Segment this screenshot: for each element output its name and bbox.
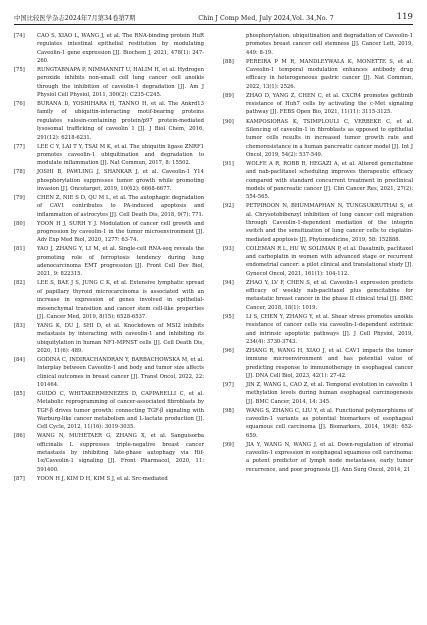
reference-number: [85] xyxy=(14,391,25,397)
reference-item xyxy=(14,32,204,65)
reference-number: [75] xyxy=(14,67,25,74)
references-right-column xyxy=(223,32,413,623)
page-number: 119 xyxy=(396,12,413,22)
references-left-column xyxy=(14,32,204,623)
reference-text: ZHANG R, WANG H, XIAO J, et al. CAV1 impacts the tumor immune microenvironment and has potential value of predicting response to immunotherapy in esophageal cancer [J]. DNA Cell Biol, 2023, 42(1): 27-42. xyxy=(246,347,413,379)
reference-number: [82] xyxy=(14,280,25,287)
reference-number: [97] xyxy=(223,381,234,388)
reference-number: [79] xyxy=(14,194,25,201)
journal-issue-cn: 2024年7月第34卷第7期 xyxy=(64,15,136,22)
reference-item xyxy=(14,194,204,219)
reference-text: phosphorylation, ubiquitination and degradation of Caveolin-1 promotes breast cancer cell stemness [J]. Cancer Lett, 2019, 449: 8-19. xyxy=(246,33,413,56)
reference-item xyxy=(223,58,413,91)
reference-text: JIN Z, WANG L, CAO Z, et al. Temporal evolution in caveolin 1 methylation levels during human esophageal carcinogenesis [J]. BMC Cancer, 2014, 14: 345. xyxy=(246,381,413,405)
reference-item xyxy=(14,100,204,142)
reference-text: GUIDO C, WHITAKERMENEZES D, CAPPARELLI C, et al. Metabolic reprogramming of cancer-associated fibroblasts by TGF-β drives tumor growth: connecting TGF-β signaling with Warburg-like cancer metabolism and L-lactate production [J]. Cell Cycle, 2012, 11(16): 3019-3035. xyxy=(37,391,204,431)
reference-item xyxy=(223,245,413,278)
reference-number: [80] xyxy=(14,220,25,227)
reference-text: WANG N, MUHETAER G, ZHANG X, et al. Sanguisorba officinalis L suppresses triple-negative breast cancer metastasis by inhibiting late-phase autophagy via Hif-1α/Caveolin-1 signaling [J]. Front Pharmacol, 2020, 11: 591400. xyxy=(37,433,204,473)
reference-number: [90] xyxy=(223,118,234,125)
reference-number: [99] xyxy=(223,441,234,448)
reference-item xyxy=(223,381,413,406)
reference-text: YOON H J, SURH Y J. Modulation of cancer cell growth and progression by caveolin-1 in the tumor microenvironment [J]. Adv Exp Med Biol, 2020, 1277: 63-74. xyxy=(37,220,204,244)
reference-item xyxy=(14,356,204,389)
reference-item xyxy=(14,168,204,193)
reference-number: [88] xyxy=(223,58,234,65)
reference-item xyxy=(223,279,413,312)
reference-item xyxy=(14,220,204,245)
reference-number: [77] xyxy=(14,143,25,150)
reference-number xyxy=(223,32,246,57)
reference-item xyxy=(14,390,204,432)
reference-text: LI S, CHEN Y, ZHANG Y, et al. Shear stress promotes anoikis resistance of cancer cells via caveolin-1-dependent extrinsic and intrinsic apoptotic pathways [J]. J Cell Physiol, 2019, 234(4): 3730-3743. xyxy=(246,313,413,345)
reference-text: WOLFE A R, ROBB R, HEGAZI A, et al. Altered gemcitabine and nab-paclitaxel scheduling improves therapeutic efficacy compared with standard concurrent treatment in preclinical models of pancreatic cancer [J]. Clin Cancer Res, 2021, 27(2): 554-565. xyxy=(246,160,413,201)
reference-text: LEE S, BAE J S, JUNG C K, et al. Extensive lymphatic spread of papillary thyroid microcarcinoma is associated with an increase in expression of genes involved in epithelial-mesenchymal transition and cancer stem cell-like properties [J]. Cancer Med, 2019, 8(15): 6528-6537. xyxy=(37,280,204,320)
reference-text: ZHAO D, YANG Z, CHEN C, et al. CXCR4 promotes gefitinib resistance of Huh7 cells by activating the c-Met signaling pathway [J]. FEBS Open Bio, 2021, 11(11): 3115-3125. xyxy=(246,92,413,116)
reference-number: [92] xyxy=(223,203,234,210)
reference-item xyxy=(223,118,413,160)
reference-text: RUNGTABNAPA P, NIMMANNIT U, HALIM H, et al. Hydrogen peroxide inhibits non-small cell lung cancer cell anoikis through the inhibition of caveolin-1 degradation [J]. Am J Physiol Cell Physiol, 2011, 300(2): C235-C245. xyxy=(37,67,204,99)
reference-text: JIA Y, WANG N, WANG J, et al. Down-regulation of stromal caveolin-1 expression in esophageal squamous cell carcinoma: a potent predictor of lymph node metastases, early tumor recurrence, and poor prognosis [J]. Ann Surg Oncol, 2014, 21 xyxy=(246,441,413,473)
reference-text: ZHAO Y, LV F, CHEN S, et al. Caveolin-1 expression predicts efficacy of weekly nab-paclitaxel plus gemcitabine for metastatic breast cancer in the phase II clinical trial [J]. BMC Cancer, 2018, 18(1): 1019. xyxy=(246,279,413,311)
reference-text: GODINA C, INDIRACHANDRAN Y, BARBACHOWSKA M, et al. Interplay between Caveolin-1 and body and tumor size affects clinical outcomes in breast cancer [J]. Transl Oncol, 2022, 22: 101464. xyxy=(37,356,204,388)
reference-number: [94] xyxy=(223,279,234,286)
reference-item xyxy=(223,92,413,117)
reference-item xyxy=(223,32,413,57)
reference-text: PEREIRA P M R, MANDLEYWALA K, MONETTE S, et al. Caveolin-1 temporal modulation enhances antibody drug efficacy in heterogeneous gastric cancer [J]. Nat Commun, 2022, 13(1): 2526. xyxy=(246,58,413,90)
reference-number: [93] xyxy=(223,245,234,252)
reference-item xyxy=(14,245,204,278)
reference-item xyxy=(223,160,413,202)
reference-number: [98] xyxy=(223,407,234,414)
reference-item xyxy=(14,322,204,355)
reference-number: [91] xyxy=(223,160,234,167)
reference-number: [74] xyxy=(14,33,25,39)
reference-text: YANG K, DU J, SHI D, et al. Knockdown of MSI2 inhibits metastasis by interacting with caveolin-1 and inhibiting its ubiquitylation in human NF1-MPNST cells [J]. Cell Death Dis, 2020, 11(6): 489. xyxy=(37,322,204,354)
reference-number: [95] xyxy=(223,313,234,320)
references-body xyxy=(14,32,413,623)
reference-number: [76] xyxy=(14,101,25,108)
reference-text: YAO J, ZHANG Y, LI M, et al. Single-cell RNA-seq reveals the promoting role of ferroptosis tendency during lung adenocarcinoma EMT progression [J]. Front Cell Dev Biol, 2021, 9: 822315. xyxy=(37,246,204,278)
reference-text: WANG S, ZHANG C, LIU Y, et al. Functional polymorphisms of caveolin-1 variants as potential biomarkers of esophageal squamous cell carcinoma [J]. Biomarkers, 2014, 19(8): 652-659. xyxy=(246,407,413,439)
reference-item xyxy=(223,407,413,440)
reference-text: PETPIROON N, BHUMMAPHAN N, TUNGSUKRUTHAI S, et al. Chrysotobibenzyl inhibition of lung cancer cell migration through Caveolin-1-dependent mediation of the integrin switch and the sensitization of lung cancer cells to cisplatin-mediated apoptosis [J]. Phytomedicine, 2019, 58: 152888. xyxy=(246,203,413,243)
reference-item xyxy=(14,143,204,168)
reference-number: [83] xyxy=(14,322,25,329)
reference-item xyxy=(223,347,413,380)
reference-item xyxy=(14,66,204,99)
reference-text: CHEN Z, NIE S D, QU M L, et al. The autophagic degradation of CAV1 contributes to PA-induced apoptosis and inflammation of astrocytes [J]. Cell Death Dis, 2018, 9(7): 771. xyxy=(37,194,204,218)
reference-text: LEE C Y, LAI T Y, TSAI M K, et al. The ubiquitin ligase ZNRF1 promotes caveolin-1 ubiquitination and degradation to modulate inflammation [J]. Nat Commun, 2017, 8: 15502. xyxy=(37,143,204,167)
reference-item xyxy=(14,279,204,321)
journal-title-cn: 中国比较医学杂志 xyxy=(14,15,65,22)
reference-number: [89] xyxy=(223,92,234,99)
reference-number: [81] xyxy=(14,246,25,253)
reference-item xyxy=(14,475,204,483)
reference-item xyxy=(223,441,413,474)
reference-text: CAO S, XIAO L, WANG J, et al. The RNA-binding protein HuR regulates intestinal epithelial restitution by modulating Caveolin-1 gene expression [J]. Biochem J, 2021, 478(1): 247-260. xyxy=(37,33,204,65)
reference-text: YOON H J, KIM D H, KIM S J, et al. Src-mediated xyxy=(37,475,168,482)
reference-item xyxy=(223,202,413,244)
reference-text: COLEMAN R L, HU W, SOLIMAN P, et al. Dasatinib, paclitaxel and carboplatin in women with advanced stage or recurrent endometrial cancer: a pilot clinical and translational study [J]. Gynecol Oncol, 2021, 161(1): 104-112. xyxy=(246,245,413,277)
reference-text: KAMPOSIORAS K, TSIMPLOULI C, VERBEKE C, et al. Silencing of caveolin-1 in fibroblasts as opposed to epithelial tumor cells results in increased tumor growth rate and chemoresistance in a human pancreatic cancer model [J]. Int J Oncol, 2019, 54(2): 537-549. xyxy=(246,118,413,158)
reference-number: [78] xyxy=(14,169,25,176)
reference-item xyxy=(223,313,413,346)
reference-item xyxy=(14,432,204,474)
journal-title-en: Chin J Comp Med, July 2024,Vol. 34,No. 7 xyxy=(198,15,334,22)
reference-text: JOSHI B, PAWLING J, SHANKAR J, et al. Caveolin-1 Y14 phosphorylation suppresses tumor growth while promoting invasion [J]. Oncotarget, 2019, 10(62): 6668-6677. xyxy=(37,169,204,192)
header-rule xyxy=(14,24,413,25)
reference-number: [96] xyxy=(223,347,234,354)
reference-number: [86] xyxy=(14,433,25,440)
reference-number: [84] xyxy=(14,356,25,363)
reference-number: [87] xyxy=(14,475,25,482)
running-header xyxy=(14,8,413,22)
reference-text: BURANA D, YOSHIHARA H, TANNO H, et al. The Ankrd13 family of ubiquitin-interacting motif-bearing proteins regulates valosin-containing protein/p97 protein-mediated lysosomal trafficking of caveolin 1 [J]. J Biol Chem, 2016, 291(12): 6218-6231. xyxy=(37,101,204,141)
